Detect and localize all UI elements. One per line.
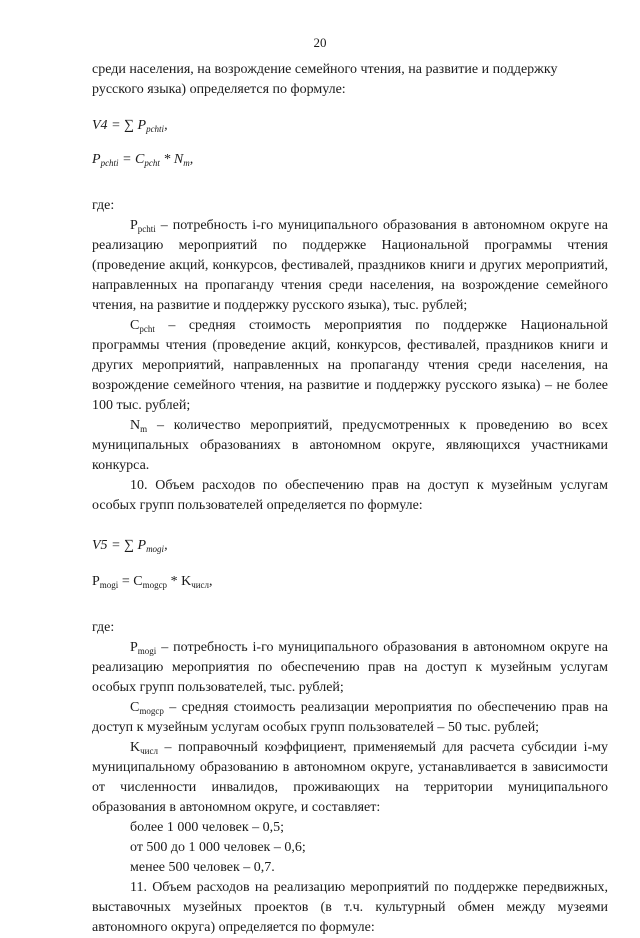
definition-nm: $N_m$ – количество мероприятий, предусмотренных к проведению во всех муниципальных образованиях в автономном округе, являющихся участниками конкурса. (92, 418, 608, 473)
formula-v4: V4 = ∑ $P_{pchti}$, (92, 118, 168, 134)
coefficient-item: менее 500 человек – 0,7. (130, 860, 275, 875)
where-label-1: где: (92, 198, 115, 213)
paragraph-10: 10. Объем расходов по обеспечению прав на доступ к музейным услугам особых групп пользователей определяется по формуле: (92, 478, 608, 513)
formula-pmogi: $P_{mogi} = C_{mogср} * K_{числ}$, (92, 574, 213, 590)
coefficient-item: более 1 000 человек – 0,5; (130, 820, 285, 835)
where-label-2: где: (92, 620, 115, 635)
definition-pmogi: $P_{mogi}$ – потребность i-го муниципального образования в автономном округе на реализацию мероприятия по обеспечению прав на доступ к музейным услугам особых групп пользователей, тыс. рублей; (92, 640, 608, 695)
formula-v5: V5 = ∑ $P_{mogi}$, (92, 538, 168, 554)
page-number: 20 (313, 35, 327, 50)
definition-cmogcp: $C_{mogср}$ – средняя стоимость реализации мероприятия по обеспечению прав на доступ к музейным услугам особых групп пользователей – 50 тыс. рублей; (92, 700, 608, 735)
definition-pchti: $P_{pchti}$ – потребность i-го муниципального образования в автономном округе на реализацию мероприятий по поддержке Национальной программы чтения (проведение акций, конкурсов, фестивалей, праздников книги и других мероприятий, направленных на пропаганду чтения среди населения, на возрождение семейного чтения, на развитие и поддержку русского языка), тыс. рублей; (92, 218, 608, 313)
definition-cpcht: $C_{pcht}$ – средняя стоимость мероприятия по поддержке Национальной программы чтения (проведение акций, конкурсов, фестивалей, праздников книги и других мероприятий, направленных на пропаганду чтения среди населения, на возрождение семейного чтения, на развитие и поддержку русского языка) – не более 100 тыс. рублей; (92, 318, 608, 413)
definition-kchisl: $K_{числ}$ – поправочный коэффициент, применяемый для расчета субсидии i-му муниципальному образованию в автономном округе, устанавливается в зависимости от численности инвалидов, проживающих на территории муниципального образования в автономном округе, и составляет: (92, 740, 608, 815)
paragraph-11: 11. Объем расходов на реализацию мероприятий по поддержке передвижных, выставочных музейных проектов (в т.ч. культурный обмен между музеями автономного округа) определяется по формуле: (92, 880, 608, 935)
intro-line-2: русского языка) определяется по формуле: (92, 82, 346, 97)
page-content (92, 60, 608, 938)
intro-line-1: среди населения, на возрождение семейного чтения, на развитие и поддержку (92, 62, 558, 77)
formula-pchti: $P_{pchti} = C_{pcht} * N_m$, (92, 152, 194, 168)
coefficient-item: от 500 до 1 000 человек – 0,6; (130, 840, 306, 855)
